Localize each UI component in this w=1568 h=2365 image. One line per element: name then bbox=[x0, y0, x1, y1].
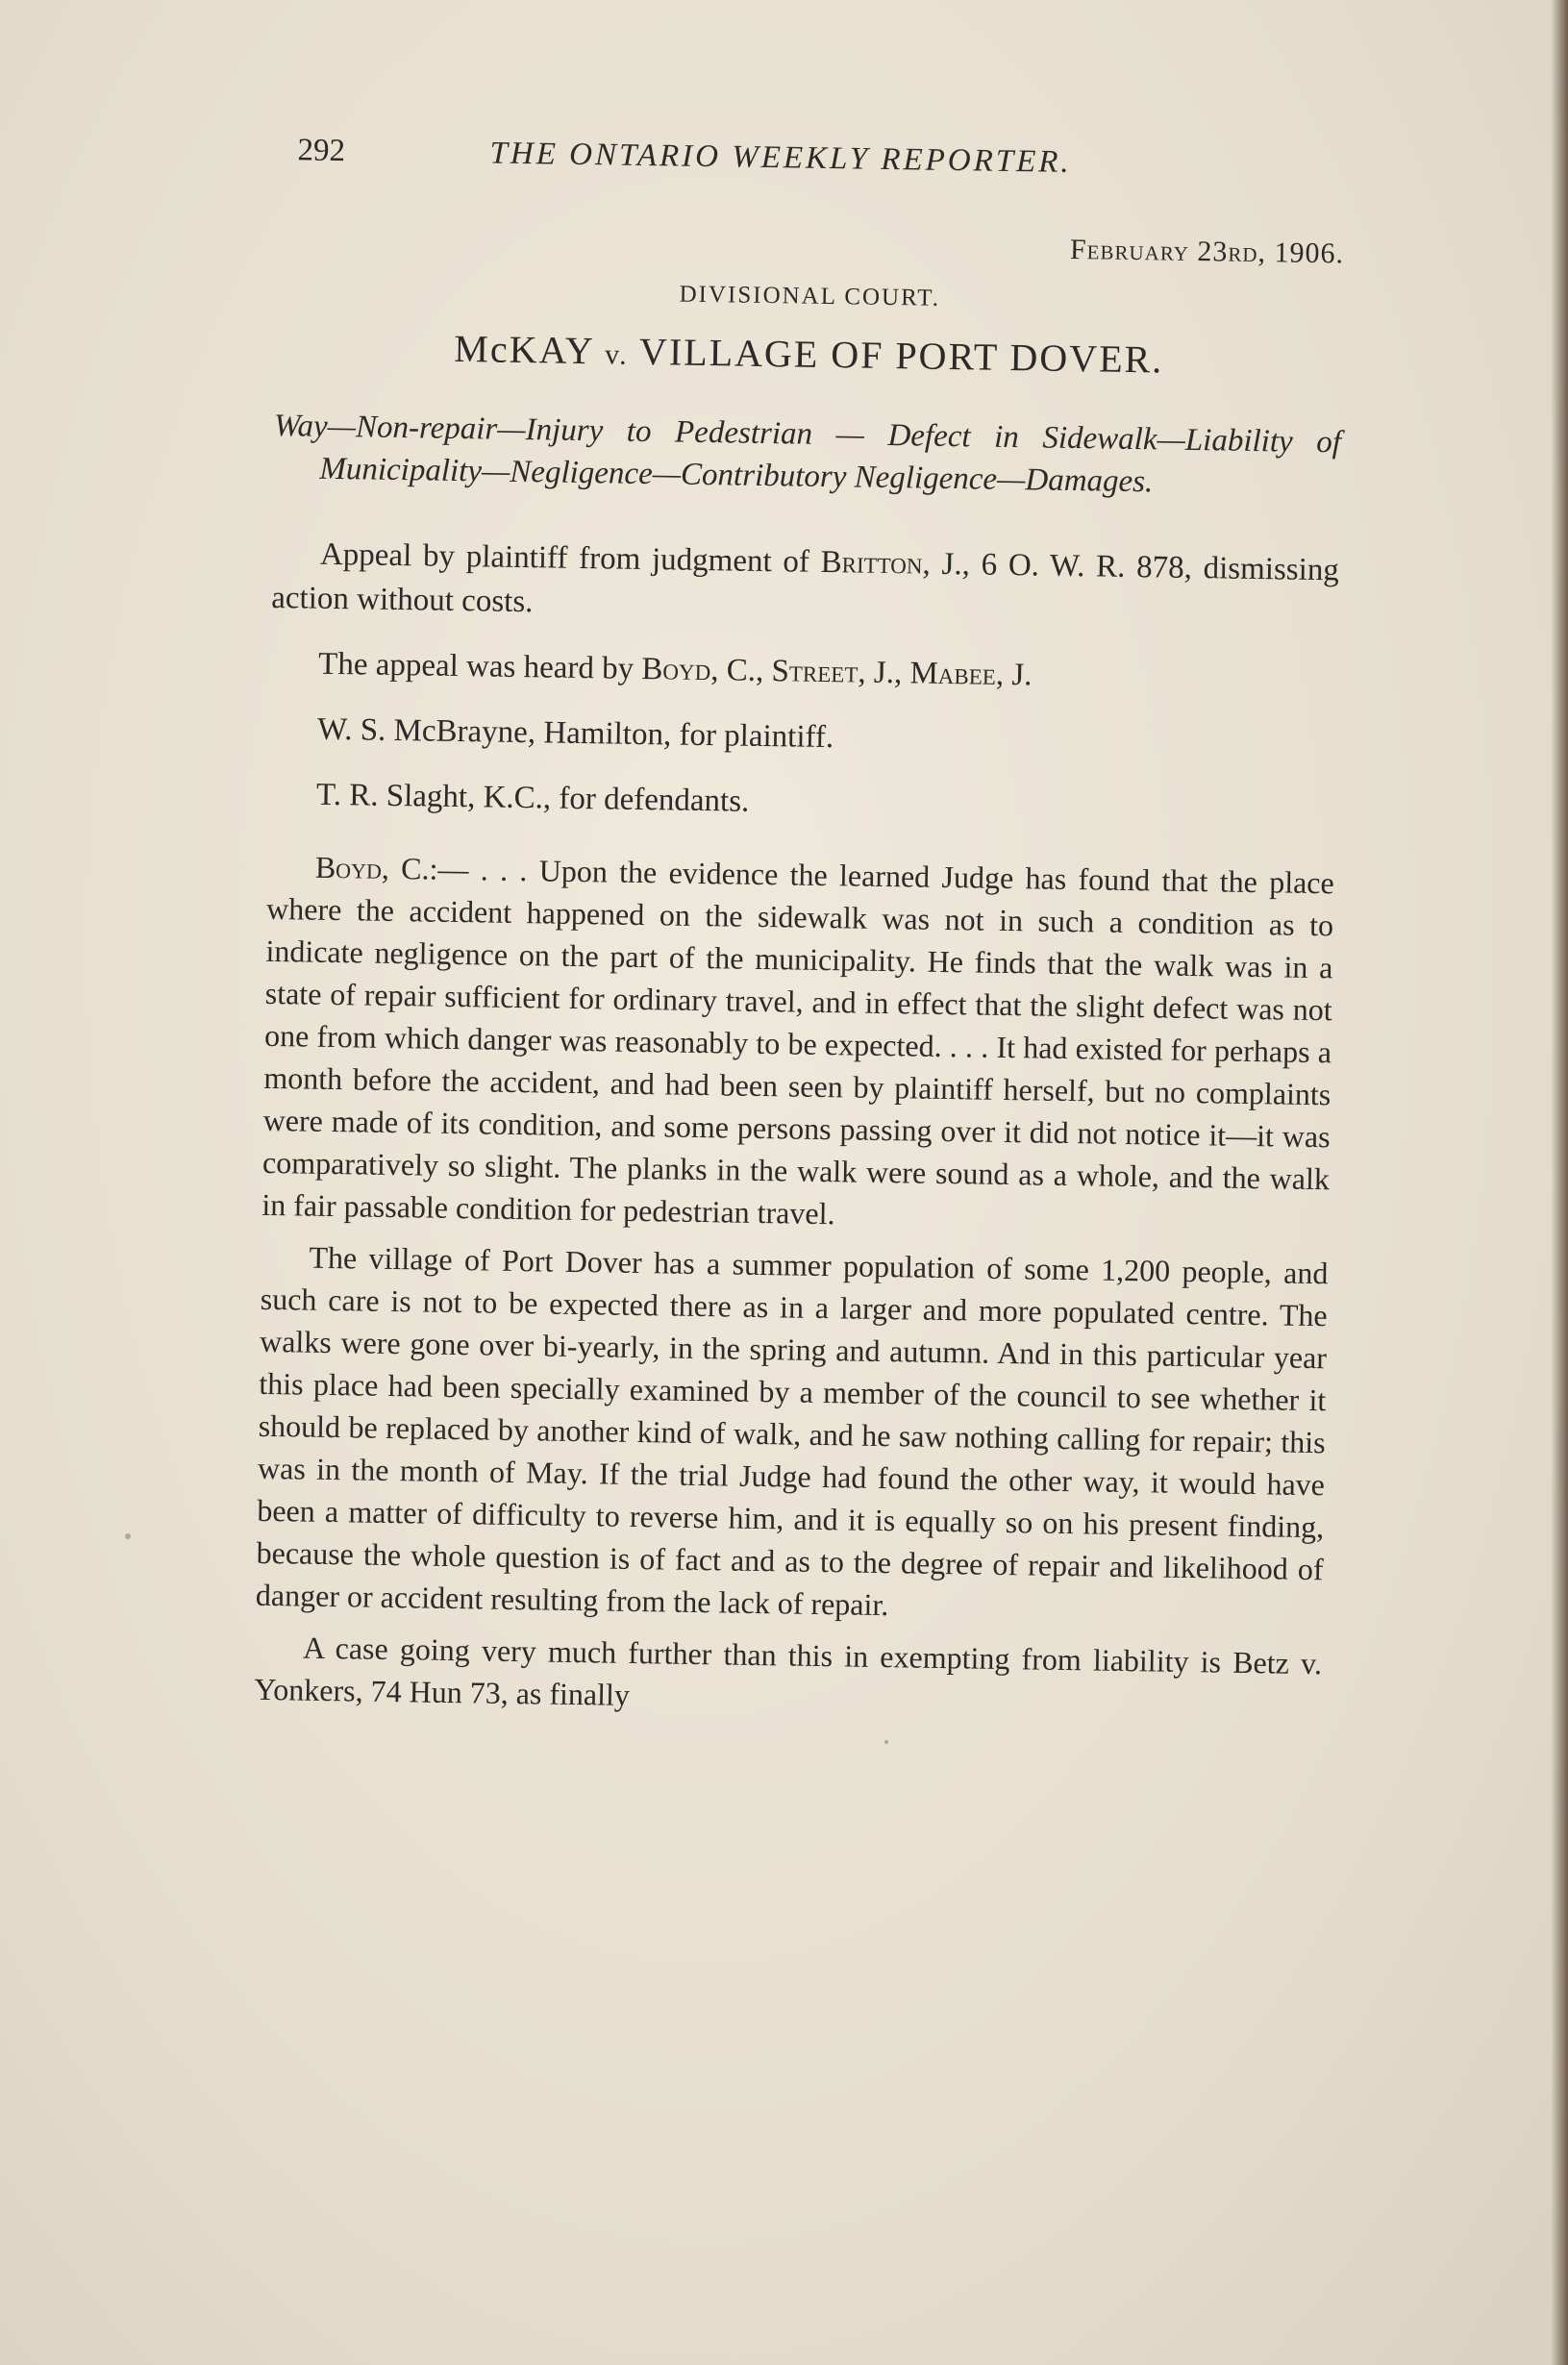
counsel-defendants: T. R. Slaght, K.C., for defendants. bbox=[315, 777, 750, 819]
scan-speck bbox=[884, 1740, 888, 1744]
journal-title: THE ONTARIO WEEKLY REPORTER. bbox=[489, 136, 1072, 180]
case-versus: v. bbox=[604, 338, 629, 371]
appeal-judge: Britton, J. bbox=[820, 544, 962, 583]
decision-date: February 23rd, 1906. bbox=[1069, 233, 1345, 270]
heard-text: The appeal was heard by bbox=[317, 646, 635, 686]
judgment-judge: Boyd, C. bbox=[314, 849, 430, 886]
running-head bbox=[278, 125, 1346, 199]
scan-speck bbox=[125, 1533, 131, 1539]
case-title bbox=[275, 323, 1343, 385]
judgment-paragraph-1-text: :— . . . Upon the evidence the learned Judge has found that the place where the accident happened on the sidewalk was not in such a condition as to indicate negligence on the part of the municipality. He finds that the walk was in a state of repair sufficient for ordinary travel, and in effect that the slight defect was not one from which danger was reasonably to be expected. . . . It had existed for perhaps a month before the accident, and had been seen by plaintiff herself, but no complaints were made of its condition, and some persons passing over it did not notice it—it was comparatively so slight. The planks in the walk were sound as a whole, and the walk in fair passable condition for pedestrian travel. bbox=[261, 851, 1335, 1232]
case-intro bbox=[268, 532, 1340, 833]
page-content bbox=[254, 125, 1346, 1736]
counsel-plaintiff: W. S. McBrayne, Hamilton, for plaintiff. bbox=[316, 711, 834, 756]
case-party-b: VILLAGE OF PORT DOVER. bbox=[638, 329, 1164, 382]
judgment-paragraph: A case going very much further than this in exempting from liability is Betz v. Yonkers, 74 Hun 73, as finally bbox=[254, 1630, 1323, 1712]
case-party-a: McKAY bbox=[454, 326, 594, 373]
page-spine-shadow bbox=[1551, 0, 1568, 2365]
heard-judges: Boyd, C., Street, J., Mabee, J. bbox=[641, 652, 1033, 693]
headnote: Way—Non-repair—Injury to Pedestrian — Defect in Sidewalk—Liability of Municipality—Negligence—Contributory Negligence—Damages. bbox=[273, 408, 1342, 500]
appeal-text-a: Appeal by plaintiff from judgment of bbox=[319, 536, 810, 580]
heard-statement bbox=[270, 641, 1338, 702]
page-number: 292 bbox=[297, 133, 346, 169]
judgment-paragraph: The village of Port Dover has a summer population of some 1,200 people, and such care is not to be expected there as in a larger and more populated centre. The walks were gone over bi-yearly, in the spring and autumn. And in this particular year this place had been specially examined by a member of the council to see whether it should be replaced by another kind of walk, and he saw nothing calling for repair; this was in the month of May. If the trial Judge had found the other way, it would have been a matter of difficulty to reverse him, and it is equally so on his present finding, because the whole question is of fact and as to the degree of repair and likelihood of danger or accident resulting from the lack of repair. bbox=[255, 1239, 1329, 1623]
judgment-body bbox=[254, 845, 1334, 1727]
appeal-statement bbox=[271, 532, 1339, 636]
judgment-paragraph bbox=[261, 845, 1334, 1242]
appeal-text-b: , 6 O. W. R. 878, dismissing action without costs. bbox=[270, 547, 1340, 620]
court-name: DIVISIONAL COURT. bbox=[679, 281, 941, 311]
